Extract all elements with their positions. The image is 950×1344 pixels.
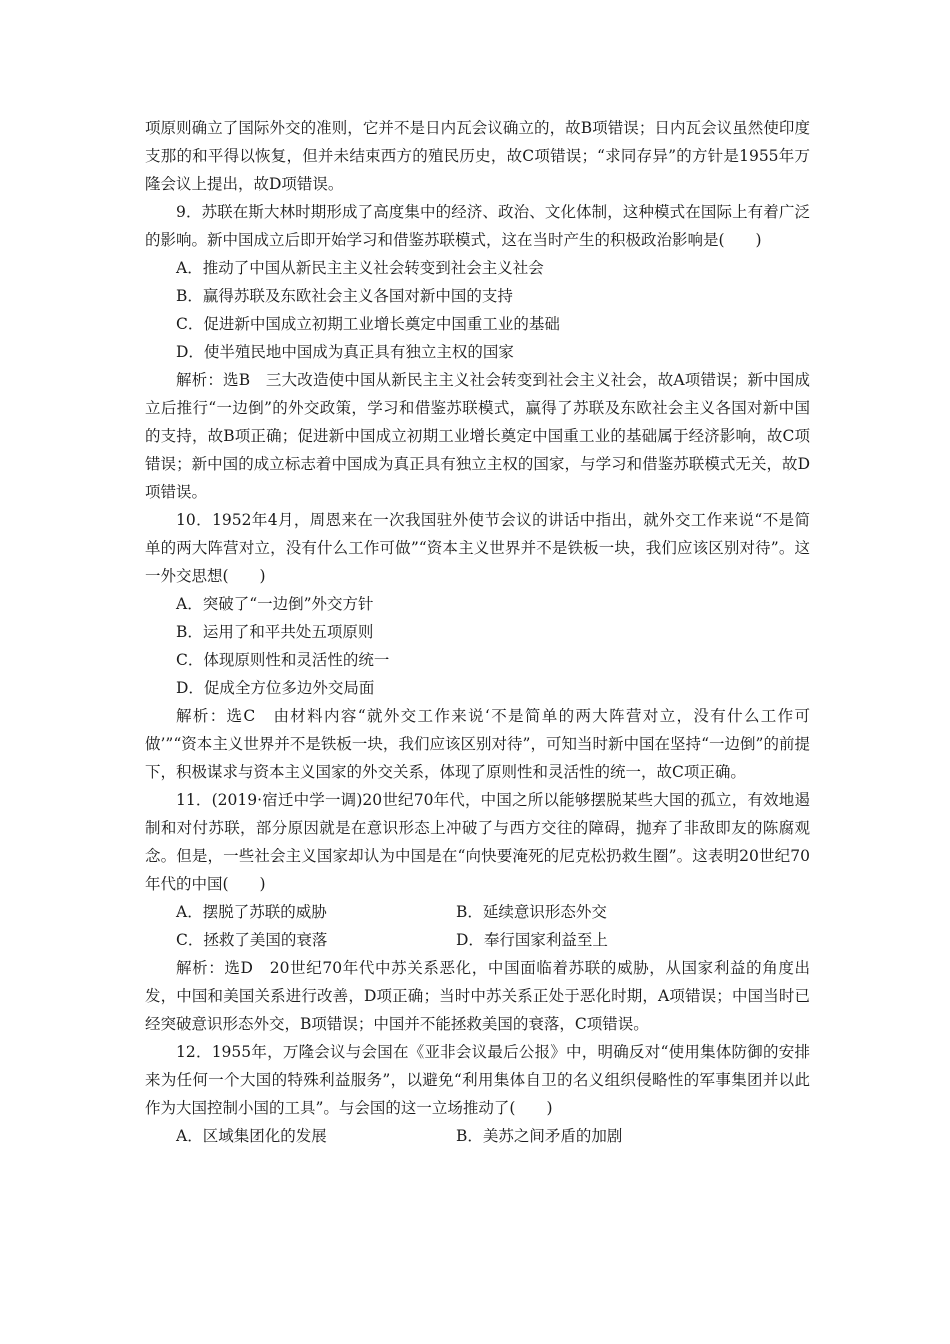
- question-9-option-d: D．使半殖民地中国成为真正具有独立主权的国家: [176, 343, 514, 361]
- question-10-option-c: C．体现原则性和灵活性的统一: [176, 651, 390, 669]
- question-11-stem: 11．(2019·宿迁中学一调)20世纪70年代，中国之所以能够摆脱某些大国的孤立，有效地遏制和对付苏联，部分原因就是在意识形态上冲破了与西方交往的障碍，抛弃了非敌即友的陈腐观念。但是，一些社会主义国家却认为中国是在“向快要淹死的尼克松扔救生圈”。这表明20世纪70年代的中国( ): [145, 791, 810, 893]
- question-10-option-b: B．运用了和平共处五项原则: [176, 623, 374, 641]
- question-11-analysis: 解析：选D 20世纪70年代中苏关系恶化，中国面临着苏联的威胁，从国家利益的角度出发，中国和美国关系进行改善，D项正确；当时中苏关系正处于恶化时期，A项错误；中国当时已经突破意识形态外交，B项错误；中国并不能拯救美国的衰落，C项错误。: [145, 959, 810, 1033]
- question-9-stem: 9．苏联在斯大林时期形成了高度集中的经济、政治、文化体制，这种模式在国际上有着广泛的影响。新中国成立后即开始学习和借鉴苏联模式，这在当时产生的积极政治影响是( ): [145, 203, 810, 249]
- document-page: [145, 114, 810, 1150]
- question-11-option-c: C．拯救了美国的衰落: [176, 931, 328, 949]
- question-11-option-a: A．摆脱了苏联的威胁: [176, 903, 327, 921]
- question-11-options-row-2: [145, 926, 810, 954]
- question-11-option-d: D．奉行国家利益至上: [456, 931, 608, 949]
- question-9-option-a: A．推动了中国从新民主主义社会转变到社会主义社会: [176, 259, 544, 277]
- question-12-stem: 12．1955年，万隆会议与会国在《亚非会议最后公报》中，明确反对“使用集体防御的安排来为任何一个大国的特殊利益服务”，以避免“利用集体自卫的名义组织侵略性的军事集团并以此作为大国控制小国的工具”。与会国的这一立场推动了( ): [145, 1043, 810, 1117]
- question-12-option-a: A．区域集团化的发展: [176, 1127, 327, 1145]
- question-10-option-a: A．突破了“一边倒”外交方针: [176, 595, 374, 613]
- question-10-analysis: 解析：选C 由材料内容“就外交工作来说‘不是简单的两大阵营对立，没有什么工作可做’”“资本主义世界并不是铁板一块，我们应该区别对待”，可知当时新中国在坚持“一边倒”的前提下，积极谋求与资本主义国家的外交关系，体现了原则性和灵活性的统一，故C项正确。: [145, 707, 810, 781]
- intro-paragraph: 项原则确立了国际外交的准则，它并不是日内瓦会议确立的，故B项错误；日内瓦会议虽然使印度支那的和平得以恢复，但并未结束西方的殖民历史，故C项错误；“求同存异”的方针是1955年万隆会议上提出，故D项错误。: [145, 119, 810, 193]
- question-9-option-b: B．赢得苏联及东欧社会主义各国对新中国的支持: [176, 287, 513, 305]
- question-11-options-row-1: [145, 898, 810, 926]
- question-12-option-b: B．美苏之间矛盾的加剧: [456, 1127, 623, 1145]
- question-10-option-d: D．促成全方位多边外交局面: [176, 679, 375, 697]
- question-10-stem: 10．1952年4月，周恩来在一次我国驻外使节会议的讲话中指出，就外交工作来说“不是简单的两大阵营对立，没有什么工作可做”“资本主义世界并不是铁板一块，我们应该区别对待”。这一外交思想( ): [145, 511, 810, 585]
- question-12-options-row-1: [145, 1122, 810, 1150]
- question-9-option-c: C．促进新中国成立初期工业增长奠定中国重工业的基础: [176, 315, 560, 333]
- question-9-analysis: 解析：选B 三大改造使中国从新民主主义社会转变到社会主义社会，故A项错误；新中国成立后推行“一边倒”的外交政策，学习和借鉴苏联模式，赢得了苏联及东欧社会主义各国对新中国的支持，故B项正确；促进新中国成立初期工业增长奠定中国重工业的基础属于经济影响，故C项错误；新中国的成立标志着中国成为真正具有独立主权的国家，与学习和借鉴苏联模式无关，故D项错误。: [145, 371, 810, 501]
- question-11-option-b: B．延续意识形态外交: [456, 903, 607, 921]
